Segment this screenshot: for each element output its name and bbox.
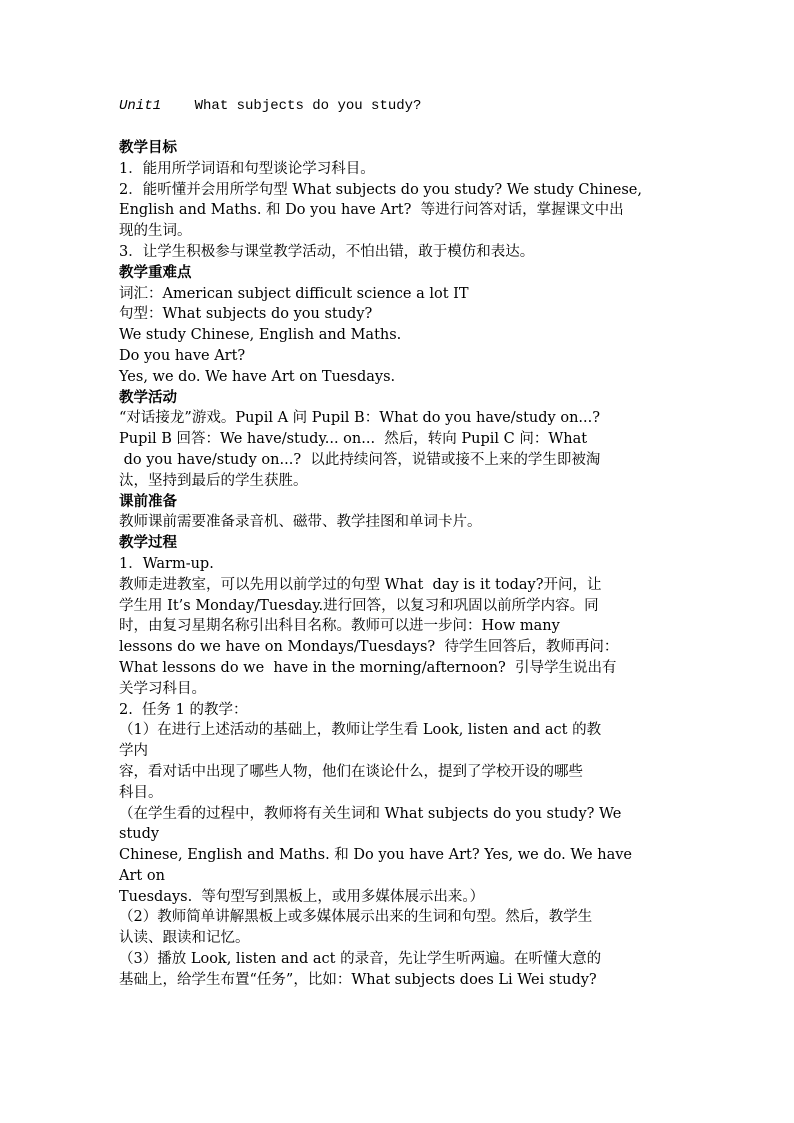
- text-line: 认读、跟读和记忆。: [119, 930, 250, 947]
- text-line: study: [119, 826, 160, 843]
- text-line: 学生用 It’s Monday/Tuesday.进行回答，以复习和巩固以前所学内容。同: [119, 597, 599, 614]
- text-line: 词汇：American subject difficult science a lot IT: [119, 285, 469, 302]
- text-line: What lessons do we have in the morning/afternoon? 引导学生说出有: [119, 659, 617, 676]
- unit-title-text: What subjects do you study?: [161, 98, 422, 114]
- text-line: Chinese, English and Maths. 和 Do you have Art? Yes, we do. We have: [119, 847, 633, 864]
- text-line: 现的生词。: [119, 223, 192, 240]
- section-heading: 教学重难点: [119, 263, 192, 281]
- text-line: 1．能用所学词语和句型谈论学习科目。: [119, 160, 375, 177]
- text-line: 2．能听懂并会用所学句型 What subjects do you study? We study Chinese,: [119, 181, 642, 198]
- text-line: 2. 任务 1 的教学：: [119, 701, 248, 718]
- text-line: （3）播放 Look, listen and act 的录音，先让学生听两遍。在听懂大意的: [119, 951, 602, 968]
- text-line: English and Maths. 和 Do you have Art? 等进行问答对话，掌握课文中出: [119, 202, 624, 219]
- text-line: （1）在进行上述活动的基础上，教师让学生看 Look, listen and act 的教: [119, 722, 602, 739]
- text-line: 基础上，给学生布置“任务”，比如：What subjects does Li Wei study?: [119, 971, 597, 988]
- section-heading: 教学活动: [119, 388, 177, 406]
- text-line: 3．让学生积极参与课堂教学活动，不怕出错，敢于模仿和表达。: [119, 243, 535, 260]
- text-line: 句型：What subjects do you study?: [119, 306, 373, 323]
- text-line: 容，看对话中出现了哪些人物，他们在谈论什么，提到了学校开设的哪些: [119, 763, 583, 780]
- text-line: 学内: [119, 743, 148, 760]
- text-line: Yes, we do. We have Art on Tuesdays.: [119, 368, 396, 385]
- section-heading: 教学过程: [119, 534, 177, 552]
- text-line: 教师课前需要准备录音机、磁带、教学挂图和单词卡片。: [119, 514, 482, 531]
- text-line: “对话接龙”游戏。Pupil A 问 Pupil B：What do you have/study on...?: [119, 410, 601, 427]
- text-line: Pupil B 回答：We have/study... on... 然后，转向 Pupil C 问：What: [119, 431, 588, 448]
- text-line: Tuesdays. 等句型写到黑板上，或用多媒体展示出来。）: [119, 888, 485, 905]
- section-heading: 教学目标: [119, 139, 177, 156]
- text-line: 1．Warm-up.: [119, 555, 214, 572]
- text-line: 关学习科目。: [119, 680, 206, 697]
- text-line: 时，由复习星期名称引出科目名称。教师可以进一步问：How many: [119, 618, 560, 635]
- text-line: （2）教师简单讲解黑板上或多媒体展示出来的生词和句型。然后，教学生: [119, 909, 593, 926]
- section-heading: 课前准备: [119, 492, 177, 510]
- text-line: 汰，坚持到最后的学生获胜。: [119, 472, 308, 489]
- document-page: [119, 96, 679, 991]
- text-line: We study Chinese, English and Maths.: [119, 327, 402, 344]
- unit-label: Unit1: [119, 98, 162, 114]
- text-line: 科目。: [119, 784, 163, 801]
- text-line: Do you have Art?: [119, 347, 246, 364]
- text-line: do you have/study on...? 以此持续问答，说错或接不上来的学生即被淘: [119, 451, 601, 468]
- text-line: lessons do we have on Mondays/Tuesdays? 待学生回答后，教师再问：: [119, 639, 619, 656]
- text-line: Art on: [119, 867, 165, 884]
- text-line: （在学生看的过程中，教师将有关生词和 What subjects do you study? We: [119, 805, 622, 822]
- text-line: 教师走进教室，可以先用以前学过的句型 What day is it today?开问，让: [119, 576, 602, 593]
- lesson-plan-body: [119, 138, 679, 991]
- unit-title: [119, 96, 679, 117]
